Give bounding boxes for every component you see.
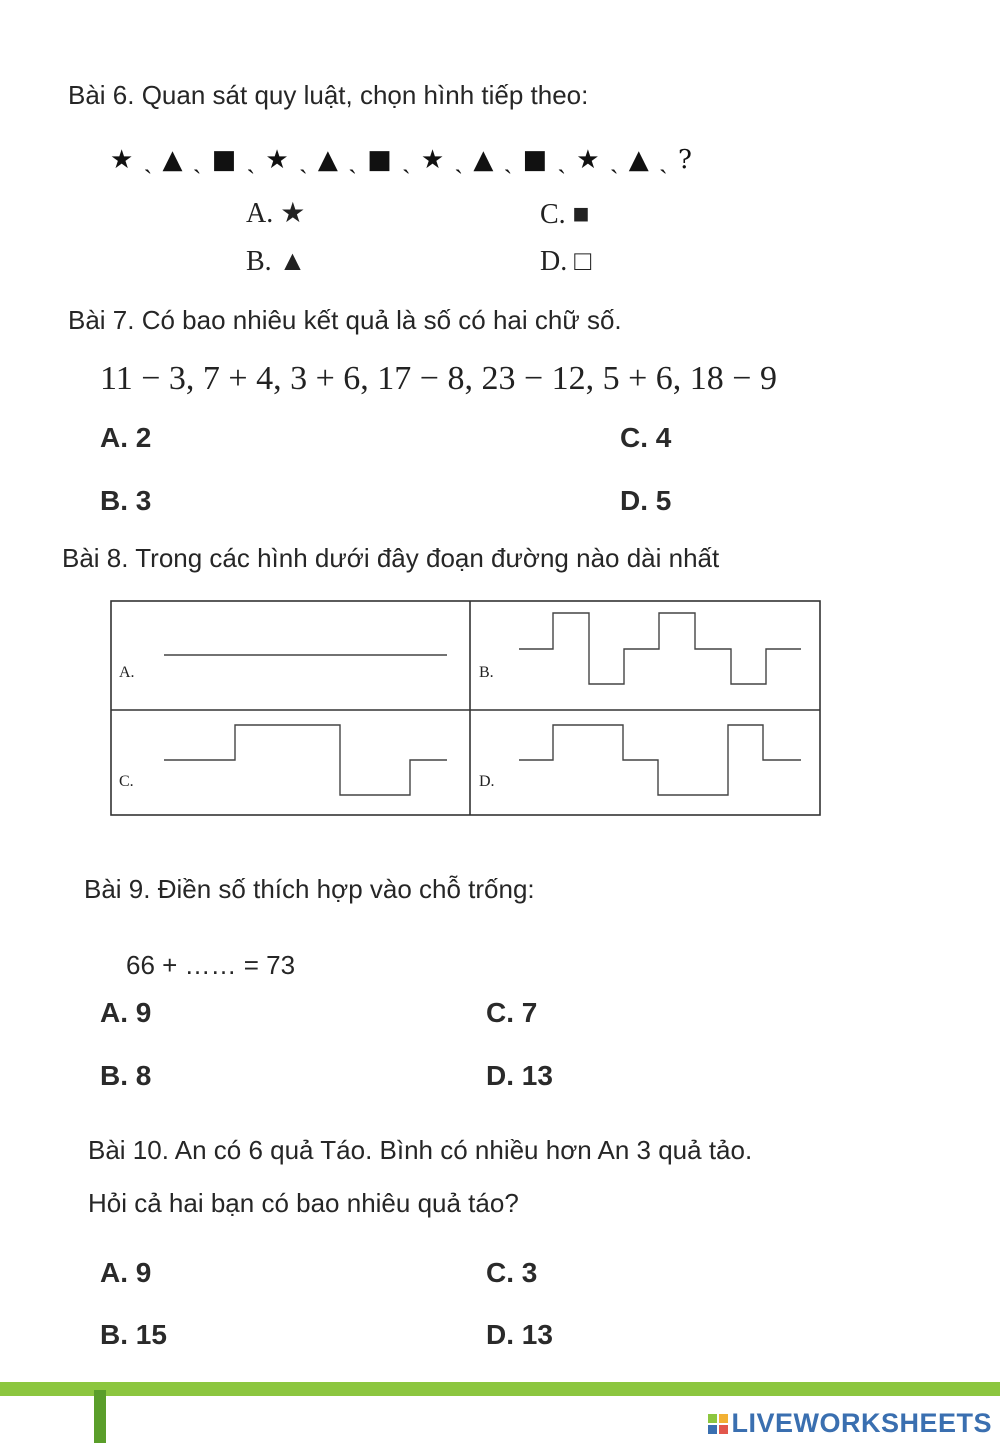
- bai9-equation: 66 + …… = 73: [126, 950, 296, 980]
- path-b[interactable]: [519, 613, 801, 684]
- bai7-option-a[interactable]: A. 2: [100, 422, 152, 453]
- bai9-option-a[interactable]: A. 9: [100, 997, 152, 1028]
- bai8-label-d: D.: [479, 773, 495, 790]
- liveworksheets-logo[interactable]: [707, 1408, 992, 1439]
- bai7-option-c[interactable]: C. 4: [620, 422, 672, 453]
- bai10-question-line1: Bài 10. An có 6 quả Táo. Bình có nhiều hơn An 3 quả tảo.: [88, 1135, 753, 1165]
- bai7-option-d[interactable]: D. 5: [620, 485, 672, 516]
- bai7-question: Bài 7. Có bao nhiêu kết quả là số có hai chữ số.: [68, 305, 622, 335]
- bai10-option-d[interactable]: D. 13: [486, 1319, 553, 1350]
- bai7-expression: 11 − 3, 7 + 4, 3 + 6, 17 − 8, 23 − 12, 5 + 6, 18 − 9: [100, 360, 777, 397]
- bai6-option-d[interactable]: D. □: [540, 246, 592, 277]
- bai9-option-d[interactable]: D. 13: [486, 1060, 553, 1091]
- bai8-label-b: B.: [479, 664, 494, 681]
- bai9-option-b[interactable]: B. 8: [100, 1060, 152, 1091]
- bai10-question-line2: Hỏi cả hai bạn có bao nhiêu quả táo?: [88, 1188, 519, 1218]
- bai6-option-c[interactable]: C. ■: [540, 199, 590, 230]
- bai8-grid-border: [111, 601, 820, 815]
- bai6-option-b[interactable]: B. ▲: [246, 246, 307, 277]
- bai8-question: Bài 8. Trong các hình dưới đây đoạn đường nào dài nhất: [62, 543, 720, 573]
- footer-accent-bar: [0, 1382, 1000, 1396]
- bai10-option-a[interactable]: A. 9: [100, 1257, 152, 1288]
- path-d[interactable]: [519, 725, 801, 795]
- footer-accent-tick: [94, 1390, 106, 1443]
- bai9-question: Bài 9. Điền số thích hợp vào chỗ trống:: [84, 874, 535, 904]
- bai6-option-a[interactable]: A. ★: [246, 198, 306, 229]
- bai6-question: Bài 6. Quan sát quy luật, chọn hình tiếp theo:: [68, 80, 589, 110]
- liveworksheets-brand-text: LIVEWORKSHEETS: [731, 1408, 992, 1438]
- bai10-option-c[interactable]: C. 3: [486, 1257, 538, 1288]
- bai6-shape-pattern: ★ ˎ ▲ ˎ ■ ˎ ★ ˎ ▲ ˎ ■ ˎ ★ ˎ ▲ ˎ ■ ˎ ★ ˎ ▲ ˎ ?: [110, 145, 693, 175]
- bai9-option-c[interactable]: C. 7: [486, 997, 538, 1028]
- path-c[interactable]: [164, 725, 447, 795]
- bai8-label-c: C.: [119, 773, 134, 790]
- bai8-label-a: A.: [119, 664, 135, 681]
- liveworksheets-logo-icon: [707, 1413, 729, 1435]
- bai10-option-b[interactable]: B. 15: [100, 1319, 167, 1350]
- bai7-option-b[interactable]: B. 3: [100, 485, 152, 516]
